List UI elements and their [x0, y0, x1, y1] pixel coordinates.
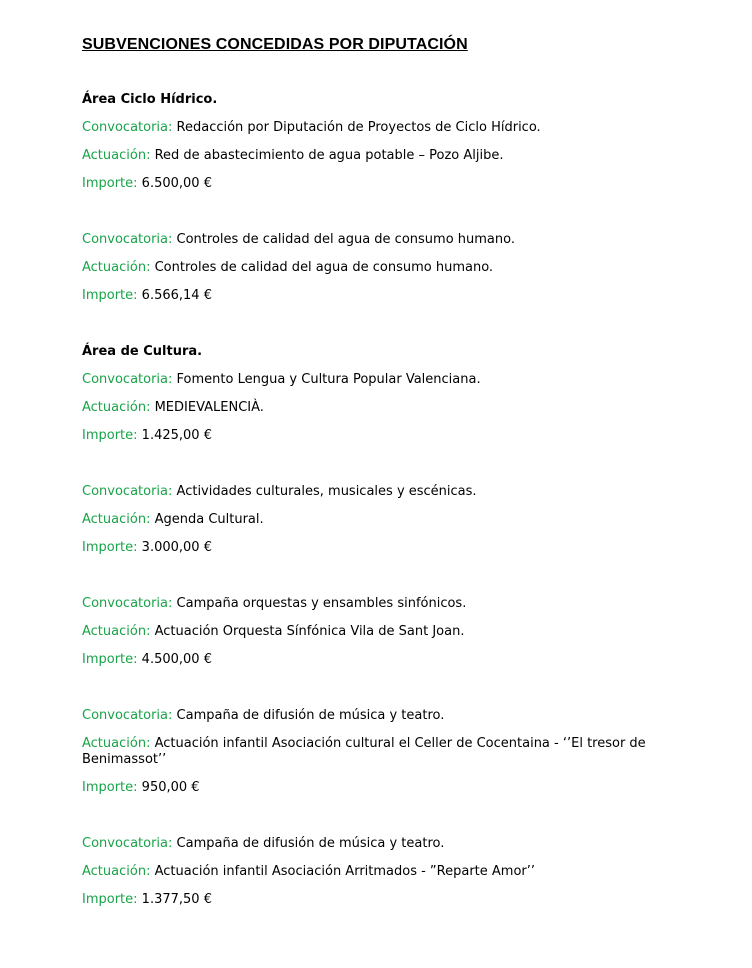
importe-label: Importe: — [82, 176, 138, 191]
actuacion-line — [82, 148, 682, 164]
importe-label: Importe: — [82, 892, 138, 907]
actuacion-line — [82, 400, 682, 416]
importe-label: Importe: — [82, 288, 138, 303]
importe-label: Importe: — [82, 780, 138, 795]
actuacion-line — [82, 624, 682, 640]
convocatoria-line — [82, 836, 682, 852]
actuacion-label: Actuación: — [82, 260, 151, 275]
grant-entry — [82, 120, 682, 192]
importe-value: 4.500,00 € — [141, 652, 212, 667]
actuacion-label: Actuación: — [82, 512, 151, 527]
grant-entry — [82, 836, 682, 908]
importe-label: Importe: — [82, 540, 138, 555]
convocatoria-label: Convocatoria: — [82, 836, 173, 851]
importe-value: 6.500,00 € — [141, 176, 212, 191]
actuacion-value: Actuación infantil Asociación cultural el Celler de Cocentaina - ‘’El tresor de Benimassot’’ — [82, 736, 646, 767]
convocatoria-label: Convocatoria: — [82, 232, 173, 247]
convocatoria-line — [82, 708, 682, 724]
convocatoria-label: Convocatoria: — [82, 596, 173, 611]
grant-entry — [82, 232, 682, 304]
convocatoria-value: Actividades culturales, musicales y escénicas. — [176, 484, 477, 499]
actuacion-value: Actuación Orquesta Sínfónica Vila de Sant Joan. — [154, 624, 465, 639]
actuacion-line — [82, 736, 682, 768]
importe-line — [82, 652, 682, 668]
importe-value: 6.566,14 € — [141, 288, 212, 303]
grant-entry — [82, 484, 682, 556]
actuacion-value: Agenda Cultural. — [154, 512, 264, 527]
importe-label: Importe: — [82, 652, 138, 667]
convocatoria-value: Campaña de difusión de música y teatro. — [176, 836, 445, 851]
importe-value: 950,00 € — [141, 780, 200, 795]
convocatoria-value: Campaña orquestas y ensambles sinfónicos. — [176, 596, 467, 611]
convocatoria-line — [82, 596, 682, 612]
grant-entry — [82, 372, 682, 444]
actuacion-value: Actuación infantil Asociación Arritmados - ”Reparte Amor’’ — [154, 864, 536, 879]
importe-line — [82, 428, 682, 444]
document-page — [82, 36, 682, 948]
importe-value: 1.377,50 € — [141, 892, 212, 907]
importe-value: 1.425,00 € — [141, 428, 212, 443]
grant-entry — [82, 708, 682, 796]
importe-line — [82, 540, 682, 556]
actuacion-line — [82, 260, 682, 276]
importe-label: Importe: — [82, 428, 138, 443]
convocatoria-value: Fomento Lengua y Cultura Popular Valenciana. — [176, 372, 481, 387]
convocatoria-value: Controles de calidad del agua de consumo humano. — [176, 232, 515, 247]
convocatoria-line — [82, 372, 682, 388]
importe-line — [82, 780, 682, 796]
grant-entry — [82, 596, 682, 668]
actuacion-label: Actuación: — [82, 148, 151, 163]
importe-line — [82, 892, 682, 908]
importe-line — [82, 288, 682, 304]
area-heading: Área Ciclo Hídrico. — [82, 92, 218, 107]
convocatoria-label: Convocatoria: — [82, 372, 173, 387]
area-cultura — [82, 344, 682, 908]
actuacion-label: Actuación: — [82, 736, 151, 751]
convocatoria-label: Convocatoria: — [82, 120, 173, 135]
actuacion-value: Controles de calidad del agua de consumo humano. — [154, 260, 494, 275]
convocatoria-label: Convocatoria: — [82, 484, 173, 499]
convocatoria-line — [82, 120, 682, 136]
actuacion-value: Red de abastecimiento de agua potable – Pozo Aljibe. — [154, 148, 504, 163]
convocatoria-value: Redacción por Diputación de Proyectos de Ciclo Hídrico. — [176, 120, 541, 135]
convocatoria-line — [82, 484, 682, 500]
area-ciclo-hidrico — [82, 92, 682, 304]
actuacion-label: Actuación: — [82, 400, 151, 415]
actuacion-label: Actuación: — [82, 624, 151, 639]
importe-value: 3.000,00 € — [141, 540, 212, 555]
convocatoria-value: Campaña de difusión de música y teatro. — [176, 708, 445, 723]
importe-line — [82, 176, 682, 192]
convocatoria-line — [82, 232, 682, 248]
actuacion-line — [82, 864, 682, 880]
document-title: SUBVENCIONES CONCEDIDAS POR DIPUTACIÓN — [82, 36, 468, 53]
actuacion-line — [82, 512, 682, 528]
area-heading: Área de Cultura. — [82, 344, 203, 359]
actuacion-label: Actuación: — [82, 864, 151, 879]
convocatoria-label: Convocatoria: — [82, 708, 173, 723]
actuacion-value: MEDIEVALENCIÀ. — [154, 400, 264, 415]
